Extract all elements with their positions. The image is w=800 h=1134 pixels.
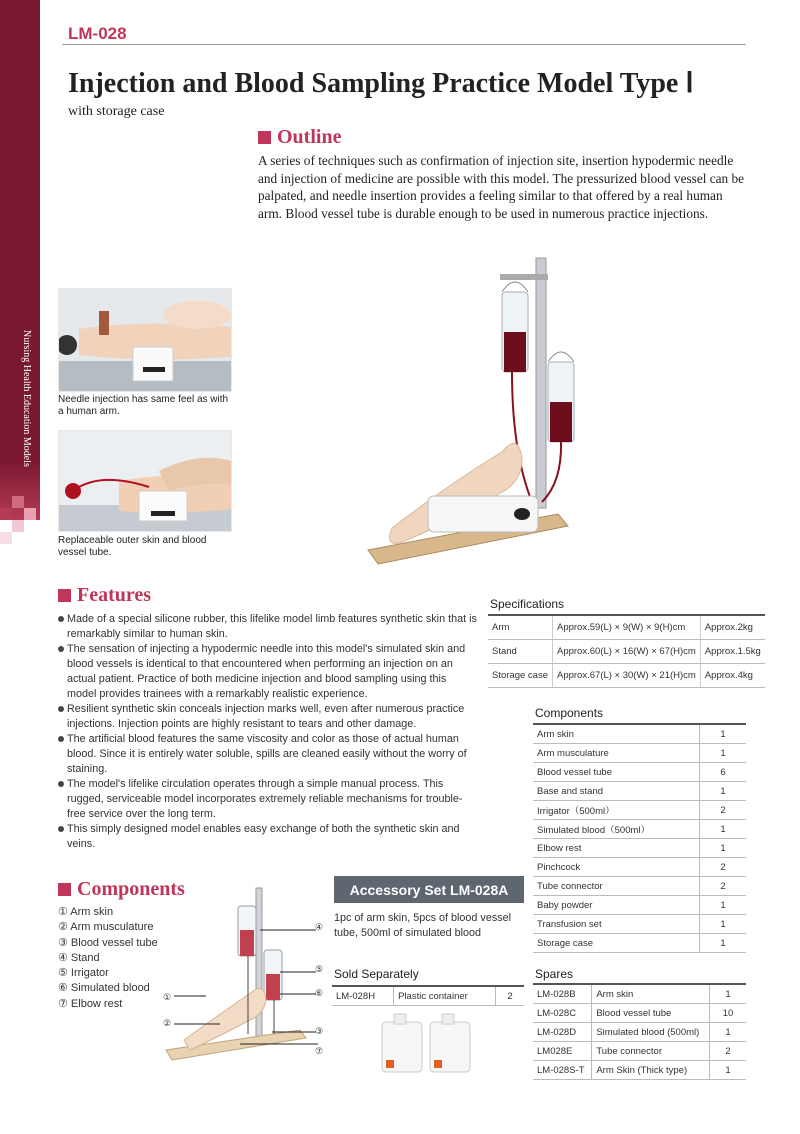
- header-rule: [62, 44, 746, 45]
- feature-item: Made of a special silicone rubber, this lifelike model limb features synthetic skin that is remarkably similar to human skin.: [58, 612, 478, 642]
- components-heading-text: Components: [77, 878, 185, 900]
- bullet-icon: [58, 616, 64, 622]
- outline-heading-text: Outline: [277, 126, 342, 148]
- callout-3: ③: [315, 1026, 324, 1036]
- callout-6: ⑥: [315, 988, 324, 998]
- heading-square-icon: [258, 131, 271, 144]
- components-diagram: [160, 884, 332, 1064]
- table-row: Simulated blood（500ml） 1: [533, 820, 746, 839]
- callout-7: ⑦: [315, 1046, 324, 1056]
- feature-item: The artificial blood features the same viscosity and color as those of actual human blood. Since it is entirely water soluble, spills are cleaned easily without the worry of staining.: [58, 732, 478, 777]
- table-row: Storage case Approx.67(L) × 30(W) × 21(H)cm Approx.4kg: [488, 664, 765, 688]
- heading-square-icon: [58, 589, 71, 602]
- list-item: ⑤ Irrigator: [58, 967, 109, 980]
- sidebar-strip: [0, 0, 40, 520]
- components-table-title: Components: [535, 706, 604, 720]
- bullet-icon: [58, 826, 64, 832]
- callout-2: ②: [163, 1018, 172, 1028]
- list-item: ④ Stand: [58, 951, 100, 964]
- photo-needle-injection: [58, 288, 232, 392]
- callout-4: ④: [315, 922, 324, 932]
- specifications-table: [488, 614, 765, 688]
- photo2-caption: Replaceable outer skin and blood vessel tube.: [58, 535, 207, 558]
- features-heading-text: Features: [77, 584, 152, 606]
- feature-item: The model's lifelike circulation operates through a simple manual process. This rugged, serviceable model incorporates extremely reliable mechanisms for trouble-free service over the long term.: [58, 777, 478, 822]
- table-row: LM-028H Plastic container 2: [332, 986, 524, 1006]
- table-row: LM-028S-T Arm Skin (Thick type) 1: [533, 1061, 746, 1080]
- bullet-icon: [58, 781, 64, 787]
- product-code: LM-028: [68, 24, 127, 43]
- table-row: LM-028B Arm skin 1: [533, 984, 746, 1004]
- outline-text: A series of techniques such as confirmation of injection site, insertion hypodermic needle and injection of medicine are possible with this model. The pressurized blood vessel can be palpated, and needle insertion provides a feeling similar to that offered by a real human arm. Blood vessel tube is durable enough to be used in numerous practice injections.: [258, 153, 745, 221]
- components-table: [533, 723, 746, 953]
- list-item: ② Arm musculature: [58, 921, 154, 934]
- table-row: Base and stand 1: [533, 782, 746, 801]
- table-row: Arm Approx.59(L) × 9(W) × 9(H)cm Approx.2kg: [488, 615, 765, 640]
- table-row: Elbow rest 1: [533, 839, 746, 858]
- spares-table: [533, 983, 746, 1080]
- sold-separately-title: Sold Separately: [334, 967, 419, 981]
- table-row: Stand Approx.60(L) × 16(W) × 67(H)cm Approx.1.5kg: [488, 640, 765, 664]
- product-main-image: [362, 252, 592, 572]
- table-row: Storage case 1: [533, 934, 746, 953]
- callout-5: ⑤: [315, 964, 324, 974]
- heading-square-icon: [58, 883, 71, 896]
- table-row: Tube connector 2: [533, 877, 746, 896]
- sold-separately-table: [332, 985, 524, 1006]
- list-item: ⑦ Elbow rest: [58, 997, 123, 1010]
- feature-item: The sensation of injecting a hypodermic needle into this model's simulated skin and blood vessels is identical to that encountered when performing an injection on an actual patient. Practice of both medicine injection and blood sampling using this model provides trainees with a remarkably realistic experience.: [58, 642, 478, 702]
- list-item: ① Arm skin: [58, 906, 114, 918]
- table-row: LM028E Tube connector 2: [533, 1042, 746, 1061]
- accessory-text: 1pc of arm skin, 5pcs of blood vessel tube, 500ml of simulated blood: [334, 912, 512, 939]
- feature-item: This simply designed model enables easy exchange of both the synthetic skin and veins.: [58, 822, 478, 852]
- photo-replaceable-skin: [58, 430, 232, 532]
- table-row: Blood vessel tube 6: [533, 763, 746, 782]
- table-row: Transfusion set 1: [533, 915, 746, 934]
- photo1-caption: Needle injection has same feel as with a human arm.: [58, 394, 229, 417]
- table-row: Baby powder 1: [533, 896, 746, 915]
- list-item: ③ Blood vessel tube: [58, 936, 158, 949]
- decor-square: [0, 532, 12, 544]
- features-list: [58, 612, 478, 852]
- plastic-container-image: [372, 1008, 484, 1080]
- outline-heading: [258, 126, 341, 149]
- bullet-icon: [58, 706, 64, 712]
- bullet-icon: [58, 646, 64, 652]
- features-heading: [58, 584, 151, 607]
- table-row: Irrigator（500ml） 2: [533, 801, 746, 820]
- table-row: LM-028D Simulated blood (500ml) 1: [533, 1023, 746, 1042]
- page-title: Injection and Blood Sampling Practice Model Type Ⅰ: [68, 68, 694, 99]
- specifications-title: Specifications: [490, 597, 565, 611]
- page-subtitle: with storage case: [68, 104, 165, 119]
- sidebar: [0, 0, 40, 1134]
- table-row: LM-028C Blood vessel tube 10: [533, 1004, 746, 1023]
- table-row: Arm musculature 1: [533, 744, 746, 763]
- bullet-icon: [58, 736, 64, 742]
- feature-item: Resilient synthetic skin conceals injection marks well, even after numerous practice injections. Injection points are highly resistant to tears and other damage.: [58, 702, 478, 732]
- spares-title: Spares: [535, 967, 574, 981]
- table-row: Arm skin 1: [533, 724, 746, 744]
- accessory-header: Accessory Set LM-028A: [334, 876, 524, 903]
- list-item: ⑥ Simulated blood: [58, 982, 150, 995]
- decor-square: [0, 508, 12, 520]
- sidebar-vertical-text: Nursing Health Education Models: [21, 330, 32, 467]
- components-list: [58, 905, 158, 1012]
- callout-1: ①: [163, 992, 172, 1002]
- table-row: Pinchcock 2: [533, 858, 746, 877]
